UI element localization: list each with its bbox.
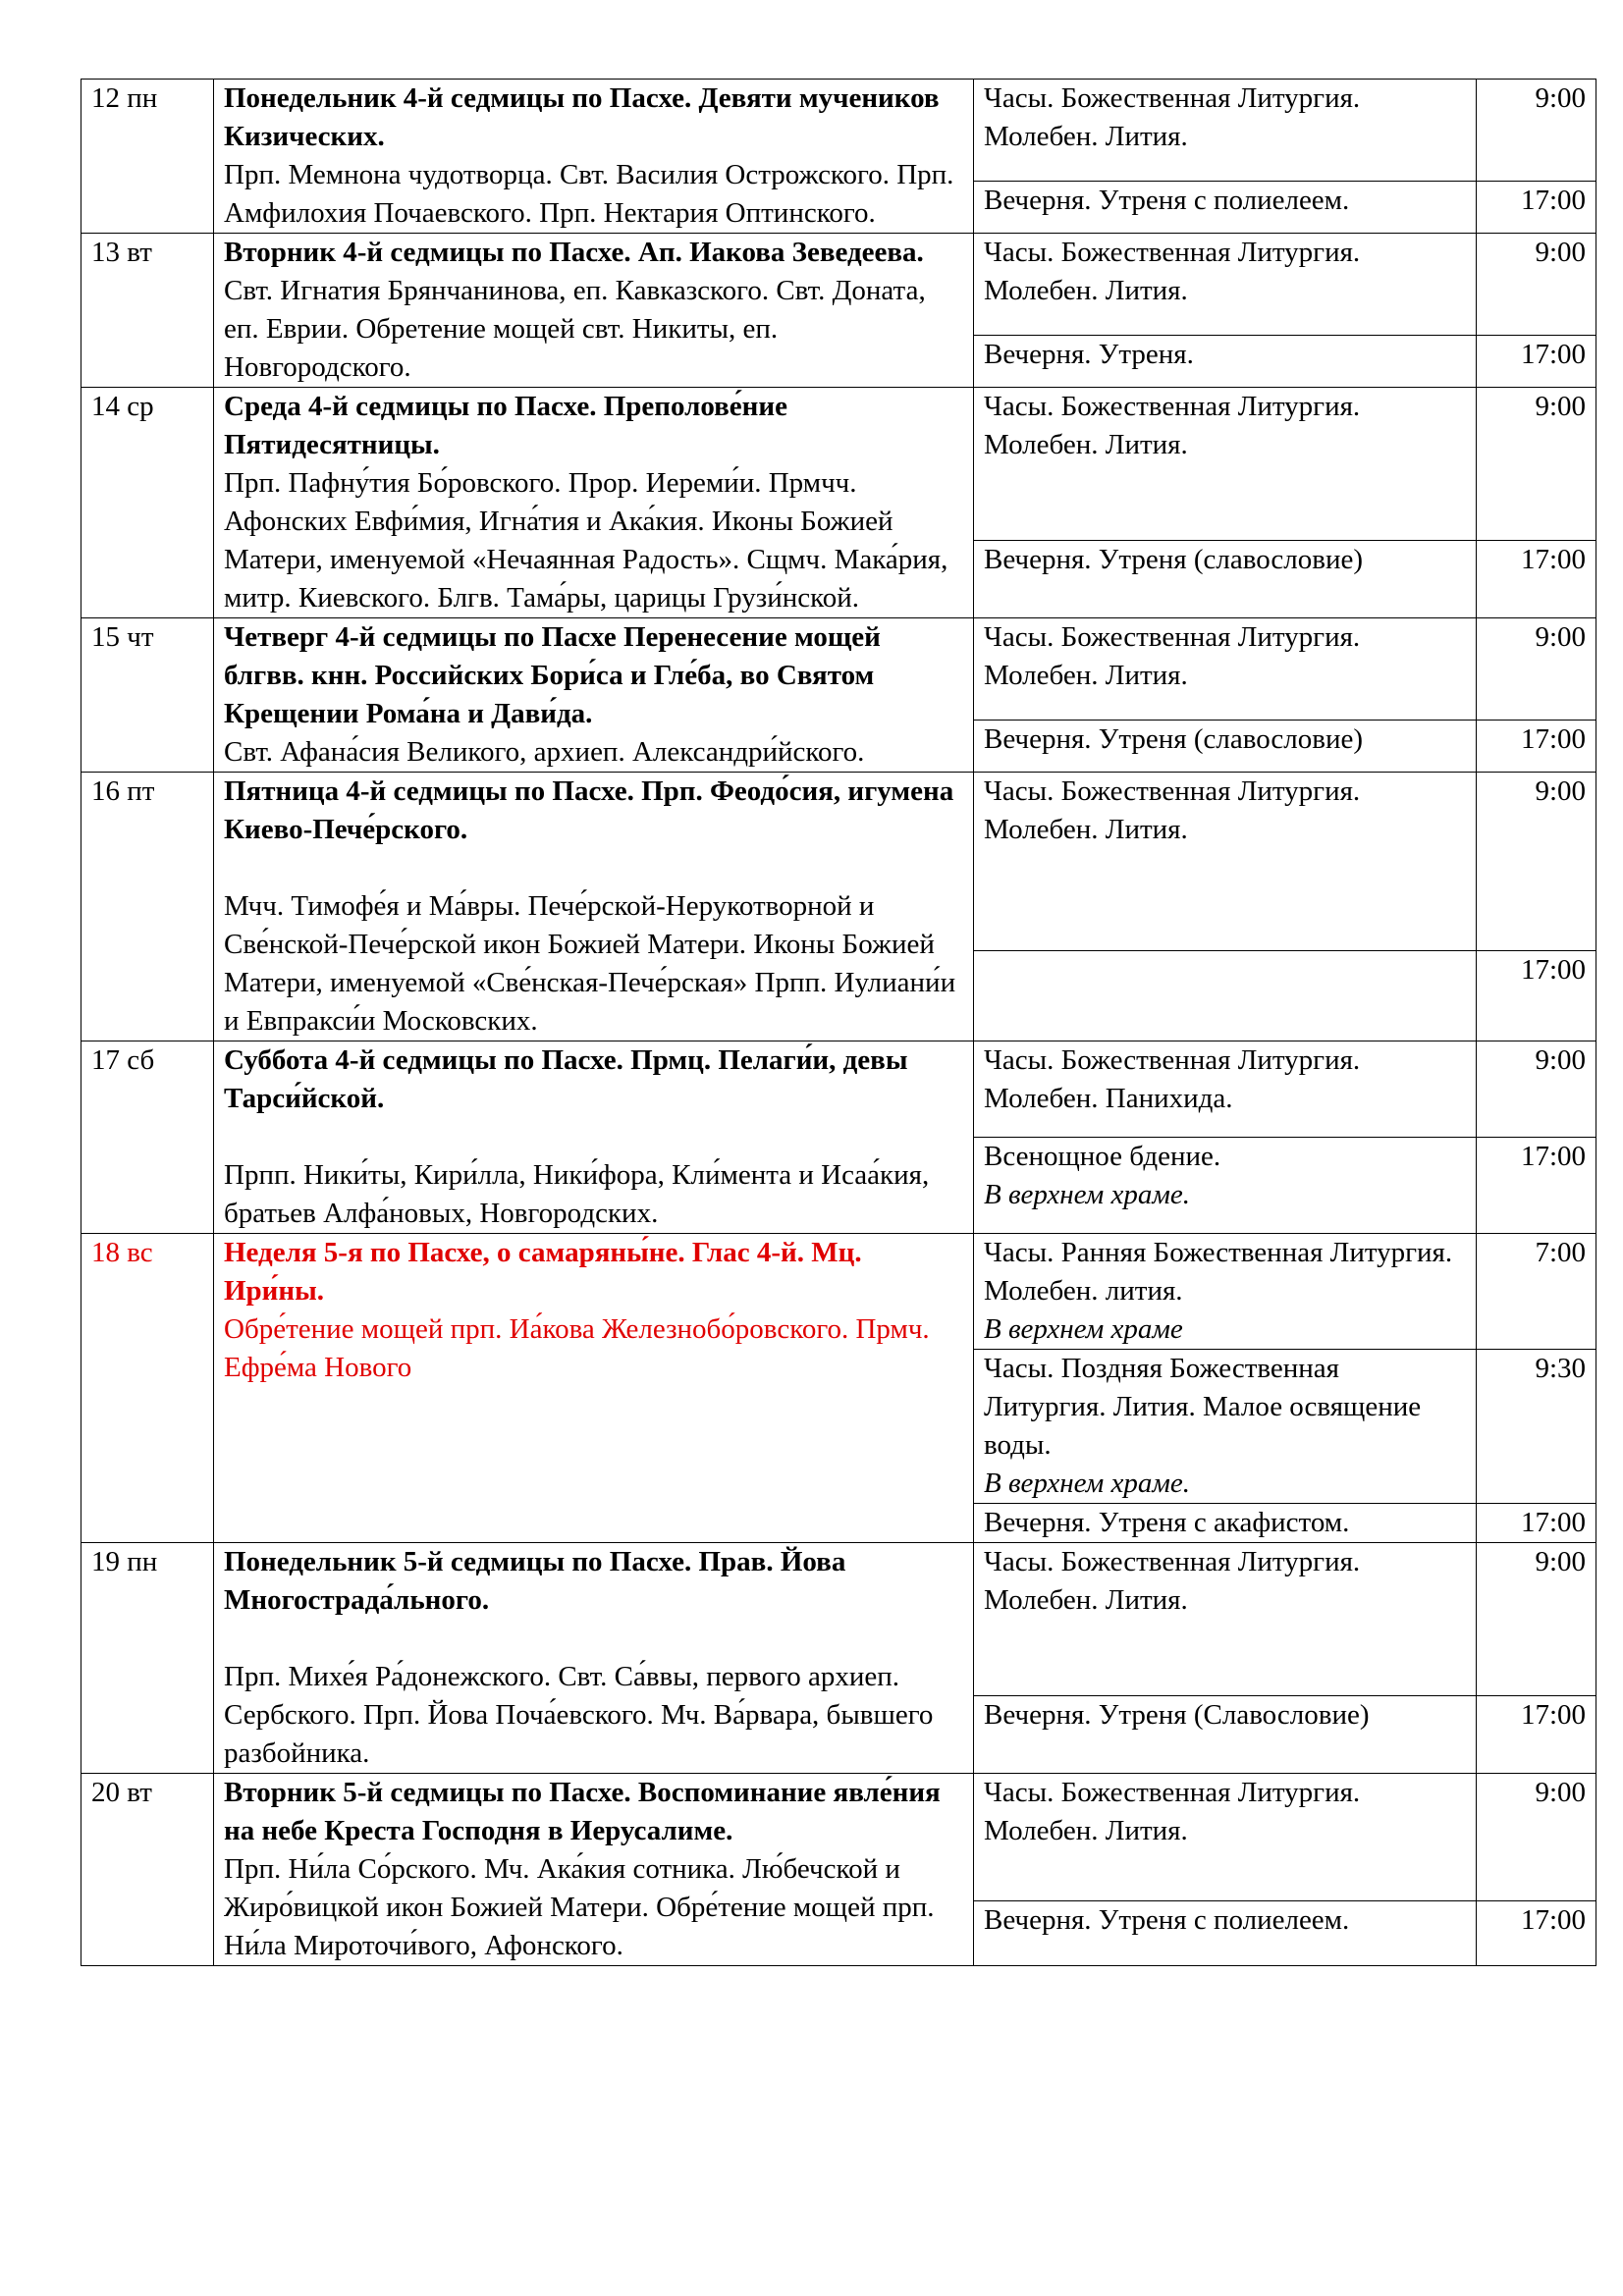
feast-description: [214, 1774, 974, 1966]
service-text: Вечерня. Утреня (славословие): [984, 723, 1364, 756]
service-cell: [974, 1234, 1477, 1350]
service-cell: [974, 336, 1477, 388]
day-label: 20 вт: [81, 1774, 214, 1966]
day-label: 12 пн: [81, 80, 214, 234]
service-cell: [974, 541, 1477, 618]
service-time: 17:00: [1477, 950, 1596, 1041]
feast-title: Четверг 4-й седмицы по Пасхе Перенесение мощей блгвв. кнн. Российских Бори́са и Гле́ба, во Святом Крещении Рома́на и Дави́да.: [224, 621, 881, 729]
service-text: Часы. Божественная Литургия. Молебен. Лития.: [984, 82, 1361, 152]
service-text: Часы. Божественная Литургия. Молебен. Лития.: [984, 1546, 1361, 1616]
feast-title: Вторник 5-й седмицы по Пасхе. Воспоминание явле́ния на небе Креста Господня в Иерусалиме.: [224, 1777, 941, 1846]
service-time: 17:00: [1477, 1696, 1596, 1774]
feast-description: [214, 1234, 974, 1543]
day-label: 19 пн: [81, 1543, 214, 1774]
service-cell: [974, 1350, 1477, 1504]
saints-commemorated: Прп. Михе́я Ра́донежского. Свт. Са́ввы, первого архиеп. Сербского. Прп. Йова Поча́евского. Мч. Ва́рвара, бывшего разбойника.: [224, 1661, 934, 1769]
schedule-row: [81, 234, 1596, 336]
service-location-note: В верхнем храме.: [984, 1468, 1191, 1499]
schedule-row: [81, 1041, 1596, 1138]
service-location-note: В верхнем храме: [984, 1313, 1183, 1345]
spacer: [224, 1118, 963, 1156]
service-cell: [974, 234, 1477, 336]
feast-description: [214, 773, 974, 1041]
saints-commemorated: Прп. Пафну́тия Бо́ровского. Прор. Иереми́и. Прмчч. Афонских Евфи́мия, Игна́тия и Ака́кия. Иконы Божией Матери, именуемой «Нечаянная Радость». Сщмч. Мака́рия, митр. Киевского. Блгв. Тама́ры, царицы Грузи́нской.: [224, 467, 948, 614]
service-text: Вечерня. Утреня с полиелеем.: [984, 1904, 1350, 1937]
service-cell: [974, 950, 1477, 1041]
service-cell: [974, 1543, 1477, 1696]
feast-title: Вторник 4-й седмицы по Пасхе. Ап. Иакова Зеведеева.: [224, 237, 924, 268]
service-time: 9:30: [1477, 1350, 1596, 1504]
service-text: Часы. Божественная Литургия. Молебен. Лития.: [984, 237, 1361, 306]
service-time: 9:00: [1477, 80, 1596, 182]
service-cell: [974, 618, 1477, 721]
service-text: Часы. Ранняя Божественная Литургия. Молебен. лития.: [984, 1237, 1453, 1307]
service-text: Всенощное бдение.: [984, 1141, 1221, 1172]
feast-description: [214, 388, 974, 618]
service-time: 17:00: [1477, 721, 1596, 773]
service-text: Вечерня. Утреня.: [984, 339, 1194, 371]
day-label: 14 ср: [81, 388, 214, 618]
feast-description: [214, 1543, 974, 1774]
service-text: Часы. Божественная Литургия. Молебен. Лития.: [984, 1777, 1361, 1846]
spacer: [224, 1620, 963, 1658]
service-time: 9:00: [1477, 618, 1596, 721]
service-cell: [974, 1774, 1477, 1901]
day-label: 13 вт: [81, 234, 214, 388]
saints-commemorated: Свт. Игнатия Брянчанинова, еп. Кавказского. Свт. Доната, еп. Еврии. Обретение мощей свт. Никиты, еп. Новгородского.: [224, 275, 926, 383]
service-text: Часы. Поздняя Божественная Литургия. Лития. Малое освящение воды.: [984, 1353, 1422, 1461]
saints-commemorated: Прп. Мемнона чудотворца. Свт. Василия Острожского. Прп. Амфилохия Почаевского. Прп. Нектария Оптинского.: [224, 159, 954, 229]
spacer: [224, 849, 963, 887]
service-time: 9:00: [1477, 773, 1596, 951]
service-text: Вечерня. Утреня с акафистом.: [984, 1507, 1350, 1538]
service-time: 9:00: [1477, 388, 1596, 541]
service-cell: [974, 1041, 1477, 1138]
saints-commemorated: Прп. Ни́ла Со́рского. Мч. Ака́кия сотника. Лю́бечской и Жиро́вицкой икон Божией Матери. Обре́тение мощей прп. Ни́ла Мироточи́вого, Афонского.: [224, 1853, 935, 1961]
service-time: 9:00: [1477, 1774, 1596, 1901]
service-time: 17:00: [1477, 1138, 1596, 1234]
schedule-row: [81, 618, 1596, 721]
schedule-table: [81, 79, 1596, 1966]
feast-title: Неделя 5-я по Пасхе, о самаряны́не. Глас 4-й. Мц. Ири́ны.: [224, 1237, 862, 1307]
service-text: Часы. Божественная Литургия. Молебен. Лития.: [984, 391, 1361, 460]
service-location-note: В верхнем храме.: [984, 1179, 1191, 1210]
feast-title: Понедельник 5-й седмицы по Пасхе. Прав. Йова Многострада́льного.: [224, 1546, 846, 1616]
service-time: 17:00: [1477, 1504, 1596, 1543]
service-time: 9:00: [1477, 1041, 1596, 1138]
service-cell: [974, 773, 1477, 951]
day-label: 15 чт: [81, 618, 214, 773]
day-label: 16 пт: [81, 773, 214, 1041]
schedule-row: [81, 1774, 1596, 1901]
schedule-row: [81, 80, 1596, 182]
service-cell: [974, 1901, 1477, 1966]
service-time: 7:00: [1477, 1234, 1596, 1350]
service-time: 17:00: [1477, 182, 1596, 234]
day-label: 17 сб: [81, 1041, 214, 1234]
feast-description: [214, 618, 974, 773]
service-text: Часы. Божественная Литургия. Молебен. Лития.: [984, 621, 1361, 691]
service-text: Вечерня. Утреня (славословие): [984, 544, 1364, 575]
feast-title: Суббота 4-й седмицы по Пасхе. Прмц. Пелаги́и, девы Тарси́йской.: [224, 1044, 908, 1114]
schedule-row: [81, 1234, 1596, 1350]
service-text: Часы. Божественная Литургия. Молебен. Панихида.: [984, 1044, 1361, 1114]
service-time: 9:00: [1477, 1543, 1596, 1696]
service-cell: [974, 1696, 1477, 1774]
feast-description: [214, 80, 974, 234]
day-label: 18 вс: [81, 1234, 214, 1543]
service-text: Вечерня. Утреня (Славословие): [984, 1699, 1370, 1731]
service-cell: [974, 721, 1477, 773]
saints-commemorated: Мчч. Тимофе́я и Ма́вры. Пече́рской-Нерукотворной и Све́нской-Пече́рской икон Божией Матери. Иконы Божией Матери, именуемой «Све́нская-Пече́рская» Прпп. Иулиани́и и Евпракси́и Московских.: [224, 890, 956, 1037]
schedule-row: [81, 1543, 1596, 1696]
service-time: 17:00: [1477, 1901, 1596, 1966]
feast-description: [214, 234, 974, 388]
feast-description: [214, 1041, 974, 1234]
schedule-row: [81, 388, 1596, 541]
service-cell: [974, 1504, 1477, 1543]
service-time: 17:00: [1477, 541, 1596, 618]
service-cell: [974, 388, 1477, 541]
service-text: Часы. Божественная Литургия. Молебен. Лития.: [984, 775, 1361, 845]
saints-commemorated: Свт. Афана́сия Великого, архиеп. Александри́йского.: [224, 736, 865, 768]
service-time: 9:00: [1477, 234, 1596, 336]
saints-commemorated: Прпп. Ники́ты, Кири́лла, Ники́фора, Кли́мента и Исаа́кия, братьев Алфа́новых, Новгородских.: [224, 1159, 930, 1229]
service-cell: [974, 1138, 1477, 1234]
service-cell: [974, 80, 1477, 182]
schedule-row: [81, 773, 1596, 951]
feast-title: Понедельник 4-й седмицы по Пасхе. Девяти мучеников Кизических.: [224, 82, 940, 152]
feast-title: Среда 4-й седмицы по Пасхе. Преполове́ние Пятидесятницы.: [224, 391, 787, 460]
service-cell: [974, 182, 1477, 234]
service-text: Вечерня. Утреня с полиелеем.: [984, 185, 1350, 217]
service-time: 17:00: [1477, 336, 1596, 388]
saints-commemorated: Обре́тение мощей прп. Иа́кова Железнобо́ровского. Прмч. Ефре́ма Нового: [224, 1313, 930, 1383]
feast-title: Пятница 4-й седмицы по Пасхе. Прп. Феодо́сия, игумена Киево-Пече́рского.: [224, 775, 954, 845]
